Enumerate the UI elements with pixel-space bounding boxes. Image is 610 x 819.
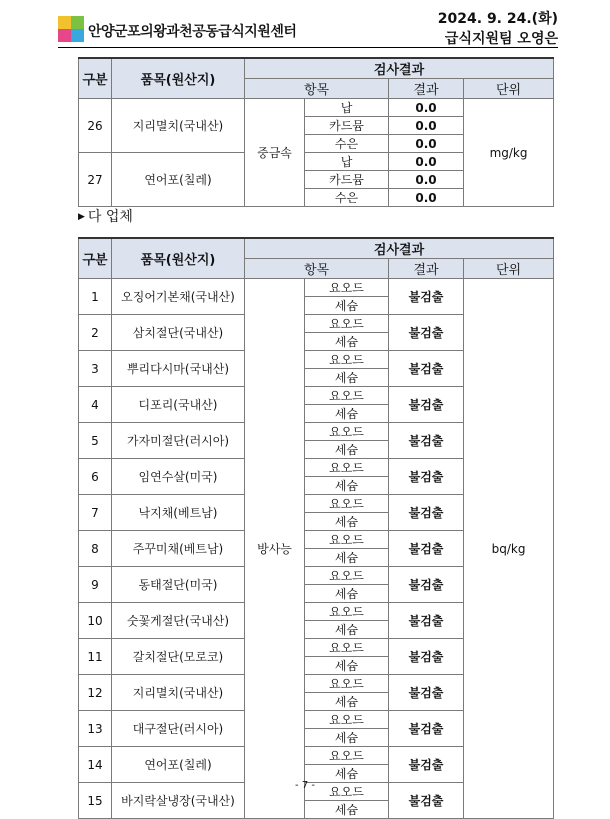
- triangle-bullet-icon: ▶: [78, 212, 85, 222]
- test-name: 요오드: [305, 459, 389, 477]
- test-name: 요오드: [305, 639, 389, 657]
- row-item: 가자미절단(러시아): [112, 423, 245, 459]
- test-result: 불검출: [389, 315, 464, 351]
- row-number: 13: [79, 711, 112, 747]
- test-result: 불검출: [389, 423, 464, 459]
- test-name: 세슘: [305, 801, 389, 819]
- test-name: 요오드: [305, 675, 389, 693]
- radiation-results-table: [78, 237, 554, 819]
- test-name: 수은: [305, 189, 389, 207]
- logo-quadrant: [58, 16, 71, 29]
- row-item: 지리멸치(국내산): [112, 99, 245, 153]
- test-name: 요오드: [305, 783, 389, 801]
- row-item: 대구절단(러시아): [112, 711, 245, 747]
- header-category: 구분: [79, 238, 112, 279]
- row-item: 숫꽃게절단(국내산): [112, 603, 245, 639]
- test-name: 카드뮴: [305, 117, 389, 135]
- section-title: [78, 206, 133, 226]
- test-result: 0.0: [389, 135, 464, 153]
- row-number: 5: [79, 423, 112, 459]
- heavy-metal-results-table: [78, 57, 554, 207]
- unit: mg/kg: [464, 99, 554, 207]
- test-result: 불검출: [389, 495, 464, 531]
- row-item: 연어포(칠레): [112, 747, 245, 783]
- row-item: 연어포(칠레): [112, 153, 245, 207]
- test-result: 0.0: [389, 99, 464, 117]
- test-result: 불검출: [389, 639, 464, 675]
- row-number: 2: [79, 315, 112, 351]
- header-divider: [58, 47, 558, 48]
- row-number: 12: [79, 675, 112, 711]
- row-item: 삼치절단(국내산): [112, 315, 245, 351]
- center-logo: [58, 16, 84, 42]
- row-item: 주꾸미채(베트남): [112, 531, 245, 567]
- row-item: 임연수살(미국): [112, 459, 245, 495]
- header-category: 구분: [79, 58, 112, 99]
- row-item: 갈치절단(모로코): [112, 639, 245, 675]
- report-date: 2024. 9. 24.(화): [437, 11, 558, 27]
- test-name: 수은: [305, 135, 389, 153]
- test-name: 요오드: [305, 279, 389, 297]
- test-name: 요오드: [305, 387, 389, 405]
- header-result: 결과: [389, 259, 464, 279]
- table-row: [79, 99, 554, 117]
- row-number: 7: [79, 495, 112, 531]
- header-unit: 단위: [464, 259, 554, 279]
- test-result: 불검출: [389, 531, 464, 567]
- test-result: 불검출: [389, 603, 464, 639]
- test-name: 세슘: [305, 477, 389, 495]
- test-name: 납: [305, 99, 389, 117]
- test-name: 납: [305, 153, 389, 171]
- test-result: 0.0: [389, 153, 464, 171]
- test-name: 세슘: [305, 693, 389, 711]
- logo-quadrant: [71, 29, 84, 42]
- row-item: 오징어기본채(국내산): [112, 279, 245, 315]
- row-number: 4: [79, 387, 112, 423]
- test-result: 불검출: [389, 459, 464, 495]
- test-name: 요오드: [305, 315, 389, 333]
- header-test-item: 항목: [245, 79, 389, 99]
- test-name: 세슘: [305, 549, 389, 567]
- header-item: 품목(원산지): [112, 58, 245, 99]
- header-test-result: 검사결과: [245, 238, 554, 259]
- test-name: 세슘: [305, 369, 389, 387]
- row-number: 3: [79, 351, 112, 387]
- row-item: 동태절단(미국): [112, 567, 245, 603]
- test-name: 세슘: [305, 585, 389, 603]
- test-name: 세슘: [305, 441, 389, 459]
- test-group: 방사능: [245, 279, 305, 819]
- test-result: 0.0: [389, 171, 464, 189]
- row-number: 6: [79, 459, 112, 495]
- test-result: 불검출: [389, 711, 464, 747]
- row-number: 11: [79, 639, 112, 675]
- test-name: 요오드: [305, 747, 389, 765]
- row-item: 디포리(국내산): [112, 387, 245, 423]
- test-name: 세슘: [305, 405, 389, 423]
- test-name: 요오드: [305, 711, 389, 729]
- logo-quadrant: [71, 16, 84, 29]
- test-result: 0.0: [389, 117, 464, 135]
- header-unit: 단위: [464, 79, 554, 99]
- header-item: 품목(원산지): [112, 238, 245, 279]
- row-number: 27: [79, 153, 112, 207]
- header-result: 결과: [389, 79, 464, 99]
- test-name: 요오드: [305, 351, 389, 369]
- report-author: 급식지원팀 오영은: [444, 31, 558, 47]
- test-name: 세슘: [305, 621, 389, 639]
- test-name: 카드뮴: [305, 171, 389, 189]
- page-header: [58, 8, 558, 47]
- test-name: 세슘: [305, 297, 389, 315]
- header-test-result: 검사결과: [245, 58, 554, 79]
- test-result: 불검출: [389, 387, 464, 423]
- test-result: 불검출: [389, 351, 464, 387]
- row-number: 14: [79, 747, 112, 783]
- row-number: 9: [79, 567, 112, 603]
- test-result: 0.0: [389, 189, 464, 207]
- header-test-item: 항목: [245, 259, 389, 279]
- test-result: 불검출: [389, 675, 464, 711]
- test-name: 요오드: [305, 495, 389, 513]
- page-number: - 7 -: [295, 780, 315, 791]
- row-number: 26: [79, 99, 112, 153]
- test-name: 세슘: [305, 333, 389, 351]
- test-result: 불검출: [389, 783, 464, 819]
- test-name: 요오드: [305, 423, 389, 441]
- row-item: 낙지채(베트남): [112, 495, 245, 531]
- test-result: 불검출: [389, 747, 464, 783]
- test-name: 세슘: [305, 513, 389, 531]
- test-name: 세슘: [305, 765, 389, 783]
- row-number: 10: [79, 603, 112, 639]
- row-item: 바지락살냉장(국내산): [112, 783, 245, 819]
- section-title-text: 다 업체: [87, 209, 133, 225]
- organization-name: 안양군포의왕과천공동급식지원센터: [88, 24, 297, 40]
- row-item: 지리멸치(국내산): [112, 675, 245, 711]
- row-item: 뿌리다시마(국내산): [112, 351, 245, 387]
- test-result: 불검출: [389, 567, 464, 603]
- table-row: [79, 279, 554, 297]
- row-number: 1: [79, 279, 112, 315]
- row-number: 15: [79, 783, 112, 819]
- test-name: 요오드: [305, 531, 389, 549]
- test-name: 요오드: [305, 567, 389, 585]
- logo-quadrant: [58, 29, 71, 42]
- row-number: 8: [79, 531, 112, 567]
- test-result: 불검출: [389, 279, 464, 315]
- test-name: 요오드: [305, 603, 389, 621]
- test-name: 세슘: [305, 657, 389, 675]
- test-group: 중금속: [245, 99, 305, 207]
- test-name: 세슘: [305, 729, 389, 747]
- unit: bq/kg: [464, 279, 554, 819]
